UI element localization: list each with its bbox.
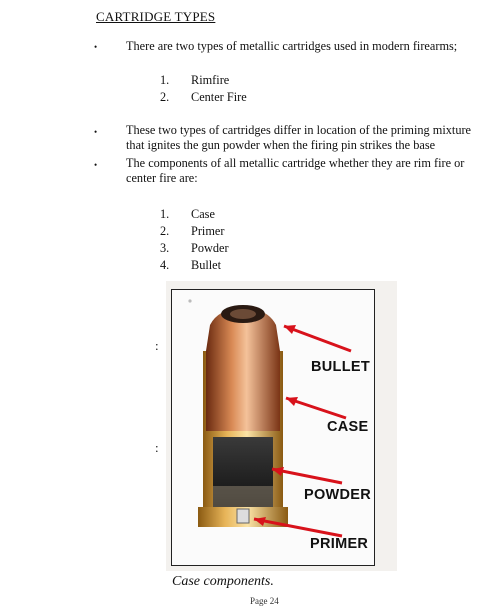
bullet-marker: • bbox=[94, 127, 98, 137]
figure-caption: Case components. bbox=[172, 574, 274, 589]
colon-mark: : bbox=[155, 338, 159, 353]
list-item-case: Case bbox=[191, 207, 215, 221]
bullet-arrow bbox=[284, 326, 351, 351]
bullet-item-priming-difference: These two types of cartridges differ in location of the priming mixture that ignites the gun powder when the firing pin strikes the base bbox=[126, 123, 472, 152]
list-number: 4. bbox=[160, 258, 170, 272]
colon-mark: : bbox=[155, 440, 159, 455]
bullet-marker: • bbox=[94, 42, 98, 52]
section-heading: CARTRIDGE TYPES bbox=[96, 9, 216, 24]
bullet-marker: • bbox=[94, 160, 98, 170]
list-item-rimfire: Rimfire bbox=[191, 73, 230, 87]
list-number: 2. bbox=[160, 224, 170, 238]
list-item-bullet: Bullet bbox=[191, 258, 222, 272]
list-item-powder: Powder bbox=[191, 241, 229, 255]
bullet-shape bbox=[206, 307, 280, 431]
bullet-item-types-intro: There are two types of metallic cartridges used in modern firearms; bbox=[126, 39, 458, 53]
label-bullet: BULLET bbox=[311, 359, 370, 375]
primer-arrow bbox=[254, 519, 342, 536]
list-number: 3. bbox=[160, 241, 170, 255]
label-powder: POWDER bbox=[304, 487, 372, 503]
list-item-primer: Primer bbox=[191, 224, 225, 238]
list-number: 1. bbox=[160, 73, 170, 87]
label-case: CASE bbox=[327, 419, 369, 435]
page-number: Page 24 bbox=[250, 596, 279, 606]
list-number: 2. bbox=[160, 90, 170, 104]
bullet-item-components-intro: The components of all metallic cartridge whether they are rim fire or center fire are: bbox=[126, 156, 465, 185]
list-item-center-fire: Center Fire bbox=[191, 90, 247, 104]
list-number: 1. bbox=[160, 207, 170, 221]
label-primer: PRIMER bbox=[310, 536, 369, 552]
primer-shape bbox=[237, 509, 249, 523]
